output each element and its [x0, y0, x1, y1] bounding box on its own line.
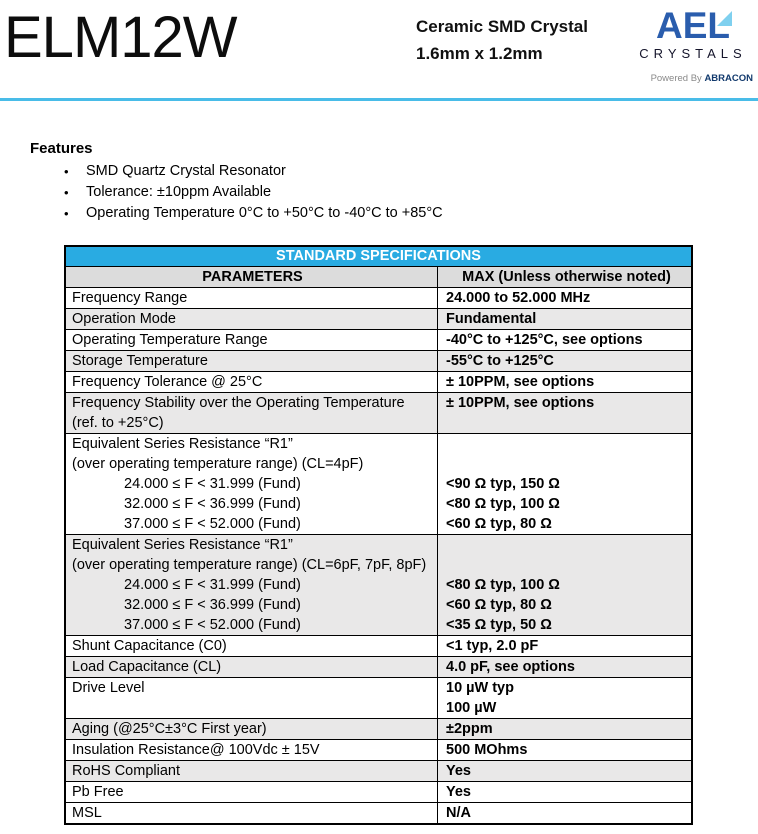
table-row	[66, 657, 691, 678]
spec-table	[64, 245, 693, 825]
table-row	[66, 434, 691, 535]
value-line: Fundamental	[446, 311, 537, 327]
parameter-line: Drive Level	[72, 680, 145, 696]
parameter-line: Pb Free	[72, 784, 124, 800]
table-row	[66, 393, 691, 434]
table-row	[66, 372, 691, 393]
value-cell	[438, 372, 691, 392]
bullet-icon: •	[64, 164, 69, 179]
table-row	[66, 535, 691, 636]
value-line	[446, 454, 687, 474]
parameter-line: Frequency Tolerance @ 25°C	[72, 374, 263, 390]
value-line: -55°C to +125°C	[446, 353, 554, 369]
value-cell	[438, 761, 691, 781]
feature-item	[30, 182, 680, 203]
parameter-line: Operation Mode	[72, 311, 176, 327]
parameter-line: Frequency Stability over the Operating Temperature	[72, 395, 405, 411]
logo-crystals-text: CRYSTALS	[639, 46, 747, 61]
parameter-line: 32.000 ≤ F < 36.999 (Fund)	[124, 597, 301, 613]
value-cell	[438, 330, 691, 350]
parameter-line: Insulation Resistance@ 100Vdc ± 15V	[72, 742, 320, 758]
parameter-cell	[66, 535, 438, 635]
value-line: -40°C to +125°C, see options	[446, 332, 643, 348]
parameter-cell	[66, 740, 438, 760]
logo-wordmark	[656, 6, 730, 46]
value-cell	[438, 351, 691, 371]
column-header-max: MAX (Unless otherwise noted)	[462, 269, 671, 285]
value-cell	[438, 636, 691, 656]
parameter-line: Storage Temperature	[72, 353, 208, 369]
value-line	[446, 555, 687, 575]
parameter-cell	[66, 636, 438, 656]
parameter-line: RoHS Compliant	[72, 763, 180, 779]
feature-text: SMD Quartz Crystal Resonator	[86, 163, 286, 179]
accent-rule	[0, 98, 758, 101]
features-title: Features	[30, 140, 93, 157]
value-line	[446, 535, 687, 555]
value-cell	[438, 434, 691, 534]
parameter-cell	[66, 372, 438, 392]
feature-item	[30, 203, 680, 224]
parameter-line: Aging (@25°C±3°C First year)	[72, 721, 267, 737]
product-subtitle	[416, 13, 588, 67]
table-row	[66, 761, 691, 782]
value-line: Yes	[446, 784, 471, 800]
parameter-line: Equivalent Series Resistance “R1”	[72, 537, 293, 553]
parameter-line: MSL	[72, 805, 102, 821]
value-line: <60 Ω typ, 80 Ω	[446, 597, 552, 613]
abracon-brand-text: ABRACON	[704, 73, 753, 84]
logo-ael-text: AEL	[656, 5, 730, 46]
parameter-cell	[66, 761, 438, 781]
parameter-line: 37.000 ≤ F < 52.000 (Fund)	[124, 516, 301, 532]
powered-by-text: Powered By	[650, 73, 705, 84]
parameter-cell	[66, 719, 438, 739]
table-row	[66, 719, 691, 740]
value-cell	[438, 535, 691, 635]
value-line: <80 Ω typ, 100 Ω	[446, 496, 560, 512]
value-cell	[438, 678, 691, 718]
parameter-line: Shunt Capacitance (C0)	[72, 638, 227, 654]
table-row	[66, 803, 691, 823]
value-cell	[438, 782, 691, 802]
column-header-parameters: PARAMETERS	[66, 267, 438, 287]
parameter-line: Operating Temperature Range	[72, 332, 268, 348]
table-row	[66, 351, 691, 372]
header	[0, 0, 758, 99]
parameter-line: Frequency Range	[72, 290, 188, 306]
value-line: 500 MOhms	[446, 742, 528, 758]
value-line: <35 Ω typ, 50 Ω	[446, 617, 552, 633]
table-row	[66, 740, 691, 761]
value-line: 100 µW	[446, 700, 497, 716]
value-line: 4.0 pF, see options	[446, 659, 575, 675]
value-line: <1 typ, 2.0 pF	[446, 638, 539, 654]
logo-triangle-icon	[717, 11, 732, 26]
powered-by	[631, 73, 755, 84]
value-cell	[438, 657, 691, 677]
parameter-cell	[66, 351, 438, 371]
value-line: 10 µW typ	[446, 680, 514, 696]
parameter-line: 32.000 ≤ F < 36.999 (Fund)	[124, 496, 301, 512]
parameter-cell	[66, 782, 438, 802]
value-line: ± 10PPM, see options	[446, 374, 595, 390]
value-line: 24.000 to 52.000 MHz	[446, 290, 591, 306]
parameter-cell	[66, 330, 438, 350]
product-title: ELM12W	[4, 5, 237, 70]
value-cell	[438, 719, 691, 739]
subtitle-line1: Ceramic SMD Crystal	[416, 17, 588, 36]
parameter-line: Load Capacitance (CL)	[72, 659, 222, 675]
parameter-line: 24.000 ≤ F < 31.999 (Fund)	[124, 577, 301, 593]
table-row	[66, 678, 691, 719]
parameter-cell	[66, 657, 438, 677]
parameter-cell	[66, 393, 438, 433]
parameter-cell	[66, 434, 438, 534]
value-line: Yes	[446, 763, 471, 779]
parameter-line: (over operating temperature range) (CL=6pF, 7pF, 8pF)	[72, 557, 427, 573]
table-row	[66, 330, 691, 351]
value-line: <60 Ω typ, 80 Ω	[446, 516, 552, 532]
value-line: N/A	[446, 805, 471, 821]
spec-table-header-row	[66, 267, 691, 288]
bullet-icon: •	[64, 185, 69, 200]
table-row	[66, 782, 691, 803]
table-row	[66, 288, 691, 309]
feature-item	[30, 161, 680, 182]
value-cell	[438, 309, 691, 329]
ael-crystals-logo	[631, 6, 755, 84]
subtitle-line2: 1.6mm x 1.2mm	[416, 44, 543, 63]
parameter-cell	[66, 803, 438, 823]
features-section	[30, 139, 680, 224]
value-cell	[438, 803, 691, 823]
value-cell	[438, 288, 691, 308]
parameter-cell	[66, 288, 438, 308]
parameter-cell	[66, 678, 438, 718]
parameter-line: Equivalent Series Resistance “R1”	[72, 436, 293, 452]
feature-text: Tolerance: ±10ppm Available	[86, 184, 272, 200]
feature-text: Operating Temperature 0°C to +50°C to -40°C to +85°C	[86, 205, 443, 221]
value-line: <90 Ω typ, 150 Ω	[446, 476, 560, 492]
table-row	[66, 309, 691, 330]
parameter-line: 37.000 ≤ F < 52.000 (Fund)	[124, 617, 301, 633]
value-cell	[438, 393, 691, 433]
table-row	[66, 636, 691, 657]
parameter-line: 24.000 ≤ F < 31.999 (Fund)	[124, 476, 301, 492]
value-cell	[438, 740, 691, 760]
value-line: <80 Ω typ, 100 Ω	[446, 577, 560, 593]
value-line	[446, 434, 687, 454]
parameter-cell	[66, 309, 438, 329]
features-list	[30, 161, 680, 224]
parameter-line: (ref. to +25°C)	[72, 415, 164, 431]
value-line: ± 10PPM, see options	[446, 395, 595, 411]
bullet-icon: •	[64, 206, 69, 221]
value-line: ±2ppm	[446, 721, 493, 737]
spec-table-title: STANDARD SPECIFICATIONS	[66, 247, 691, 267]
parameter-line: (over operating temperature range) (CL=4pF)	[72, 456, 364, 472]
spec-table-body	[66, 288, 691, 823]
